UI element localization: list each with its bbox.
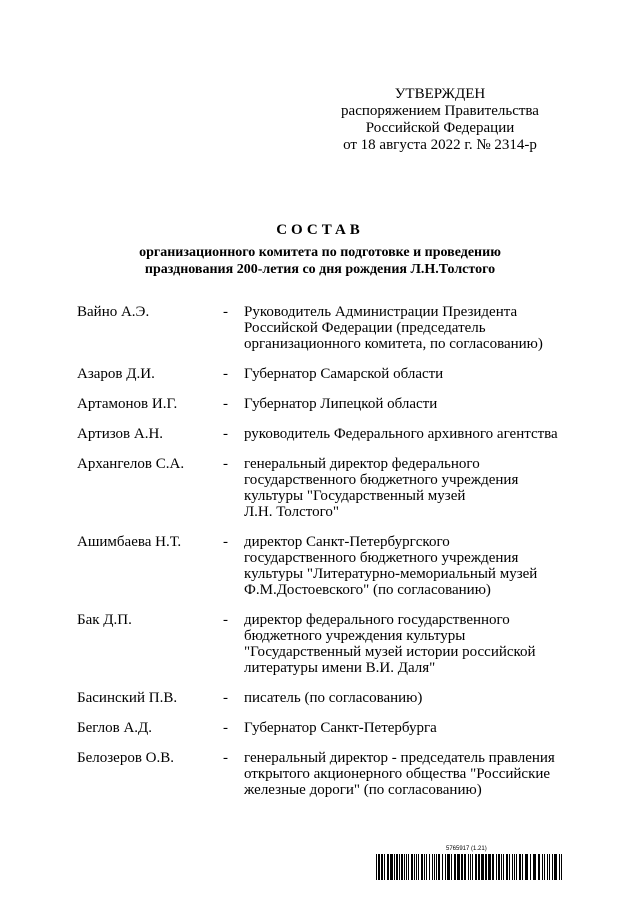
member-position: [244, 720, 577, 736]
member-position-line: литературы имени В.И. Даля": [244, 660, 436, 676]
barcode-bar: [488, 854, 491, 880]
barcode-bar: [434, 854, 435, 880]
member-position-line: организационного комитета, по согласованию): [244, 336, 543, 352]
barcode-bar: [470, 854, 471, 880]
barcode-bar: [533, 854, 536, 880]
member-position: [244, 366, 577, 382]
barcode-bar: [478, 854, 480, 880]
member-position: [244, 612, 577, 676]
member-position-line: директор Санкт-Петербургского: [244, 534, 450, 550]
barcode-bar: [547, 854, 548, 880]
member-row: [77, 366, 577, 382]
barcode-bar: [401, 854, 403, 880]
barcode-bar: [485, 854, 487, 880]
barcode-bar: [475, 854, 477, 880]
member-position-line: государственного бюджетного учреждения: [244, 550, 519, 566]
barcode-bar: [399, 854, 400, 880]
barcode-bar: [447, 854, 450, 880]
member-row: [77, 612, 577, 676]
member-position-line: Губернатор Санкт-Петербурга: [244, 720, 437, 736]
member-dash: -: [223, 396, 228, 412]
barcode-bar: [414, 854, 415, 880]
barcode-bar: [464, 854, 466, 880]
barcode-bar: [559, 854, 560, 880]
member-dash: -: [223, 456, 228, 472]
member-position-line: железные дороги" (по согласованию): [244, 782, 482, 798]
member-name: Вайно А.Э.: [77, 304, 150, 320]
member-dash: -: [223, 426, 228, 442]
barcode-bar: [538, 854, 540, 880]
member-position: [244, 426, 577, 442]
member-row: [77, 750, 577, 798]
barcode-bar: [396, 854, 398, 880]
approval-line: Российской Федерации: [365, 120, 515, 136]
member-dash: -: [223, 304, 228, 320]
barcode-bar: [378, 854, 380, 880]
barcode-bar: [416, 854, 417, 880]
barcode-bar: [424, 854, 425, 880]
barcode-bar: [509, 854, 510, 880]
member-position-line: культуры "Государственный музей: [244, 488, 466, 504]
barcode-bar: [472, 854, 473, 880]
barcode-bar: [492, 854, 494, 880]
subtitle-line: организационного комитета по подготовке и проведению: [139, 245, 501, 260]
barcode-bar: [461, 854, 463, 880]
member-position-line: культуры "Литературно-мемориальный музей: [244, 566, 538, 582]
member-name: Басинский П.В.: [77, 690, 178, 706]
barcode-bar: [457, 854, 460, 880]
member-position-line: Губернатор Липецкой области: [244, 396, 438, 412]
member-dash: -: [223, 750, 228, 766]
member-dash: -: [223, 612, 228, 628]
member-name: Артизов А.Н.: [77, 426, 164, 442]
barcode-bar: [542, 854, 543, 880]
member-dash: -: [223, 366, 228, 382]
member-name: Беглов А.Д.: [77, 720, 153, 736]
barcode-bar: [544, 854, 545, 880]
barcode-bar: [516, 854, 517, 880]
barcode-bar: [429, 854, 430, 880]
member-dash: -: [223, 720, 228, 736]
barcode-bar: [418, 854, 419, 880]
member-position-line: писатель (по согласованию): [244, 690, 423, 706]
barcode-bar: [390, 854, 393, 880]
member-position: [244, 690, 577, 706]
member-position-line: генеральный директор - председатель правления: [244, 750, 555, 766]
barcode-bar: [376, 854, 377, 880]
barcode-bar: [454, 854, 456, 880]
member-position: [244, 396, 577, 412]
barcode-bar: [384, 854, 385, 880]
member-position: [244, 534, 577, 598]
member-position-line: генеральный директор федерального: [244, 456, 480, 472]
barcode-number: 5765917 (1.21): [446, 846, 487, 852]
barcode-bar: [503, 854, 504, 880]
member-position-line: Ф.М.Достоевского" (по согласованию): [244, 582, 491, 598]
barcode-bar: [442, 854, 443, 880]
member-position-line: бюджетного учреждения культуры: [244, 628, 466, 644]
member-row: [77, 720, 577, 736]
member-position-line: директор федерального государственного: [244, 612, 510, 628]
barcode-bar: [426, 854, 427, 880]
barcode-bar: [432, 854, 433, 880]
member-position: [244, 304, 577, 352]
approval-date: от 18 августа 2022 г. № 2314-р: [343, 137, 537, 153]
barcode-bar: [408, 854, 409, 880]
barcode-bar: [506, 854, 508, 880]
barcode-bar: [404, 854, 405, 880]
barcode-icon: [376, 854, 562, 880]
barcode-bar: [381, 854, 383, 880]
approval-heading: УТВЕРЖДЕН: [394, 86, 486, 102]
barcode-bar: [512, 854, 513, 880]
barcode-bar: [549, 854, 550, 880]
barcode-bar: [519, 854, 521, 880]
member-position-line: Руководитель Администрации Президента: [244, 304, 518, 320]
barcode-bar: [421, 854, 423, 880]
member-row: [77, 534, 577, 598]
member-name: Архангелов С.А.: [77, 456, 185, 472]
member-row: [77, 426, 577, 442]
member-position-line: Губернатор Самарской области: [244, 366, 444, 382]
barcode-bar: [438, 854, 440, 880]
barcode-bar: [522, 854, 523, 880]
member-position-line: Л.Н. Толстого": [244, 504, 339, 520]
member-position-line: "Государственный музей истории российской: [244, 644, 536, 660]
barcode-bar: [445, 854, 446, 880]
member-position-line: открытого акционерного общества "Российские: [244, 766, 551, 782]
member-position-line: государственного бюджетного учреждения: [244, 472, 519, 488]
approval-block: [320, 86, 560, 154]
barcode-bar: [436, 854, 437, 880]
barcode-bar: [525, 854, 528, 880]
member-name: Ашимбаева Н.Т.: [77, 534, 182, 550]
approval-line: распоряжением Правительства: [341, 103, 539, 119]
barcode-bar: [554, 854, 557, 880]
member-dash: -: [223, 690, 228, 706]
member-name: Бак Д.П.: [77, 612, 132, 628]
member-row: [77, 396, 577, 412]
barcode-bar: [514, 854, 515, 880]
barcode-bar: [406, 854, 407, 880]
document-subtitle: [0, 244, 640, 278]
barcode-bar: [451, 854, 452, 880]
member-row: [77, 690, 577, 706]
barcode-bar: [411, 854, 413, 880]
member-dash: -: [223, 534, 228, 550]
barcode-bar: [561, 854, 562, 880]
barcode-bar: [498, 854, 500, 880]
barcode-bar: [481, 854, 484, 880]
member-position: [244, 456, 577, 520]
subtitle-line: празднования 200-летия со дня рождения Л.Н.Толстого: [144, 262, 496, 277]
barcode-bar: [552, 854, 553, 880]
member-position-line: руководитель Федерального архивного агентства: [244, 426, 558, 442]
barcode-bar: [496, 854, 497, 880]
barcode-bar: [468, 854, 469, 880]
member-row: [77, 456, 577, 520]
barcode-bar: [387, 854, 389, 880]
document-title: СОСТАВ: [276, 222, 364, 238]
member-name: Артамонов И.Г.: [77, 396, 178, 412]
member-row: [77, 304, 577, 352]
member-name: Азаров Д.И.: [77, 366, 155, 382]
member-name: Белозеров О.В.: [77, 750, 175, 766]
members-list: [77, 304, 577, 812]
barcode-bar: [501, 854, 502, 880]
barcode-bar: [394, 854, 395, 880]
member-position-line: Российской Федерации (председатель: [244, 320, 486, 336]
member-position: [244, 750, 577, 798]
barcode-bar: [530, 854, 531, 880]
